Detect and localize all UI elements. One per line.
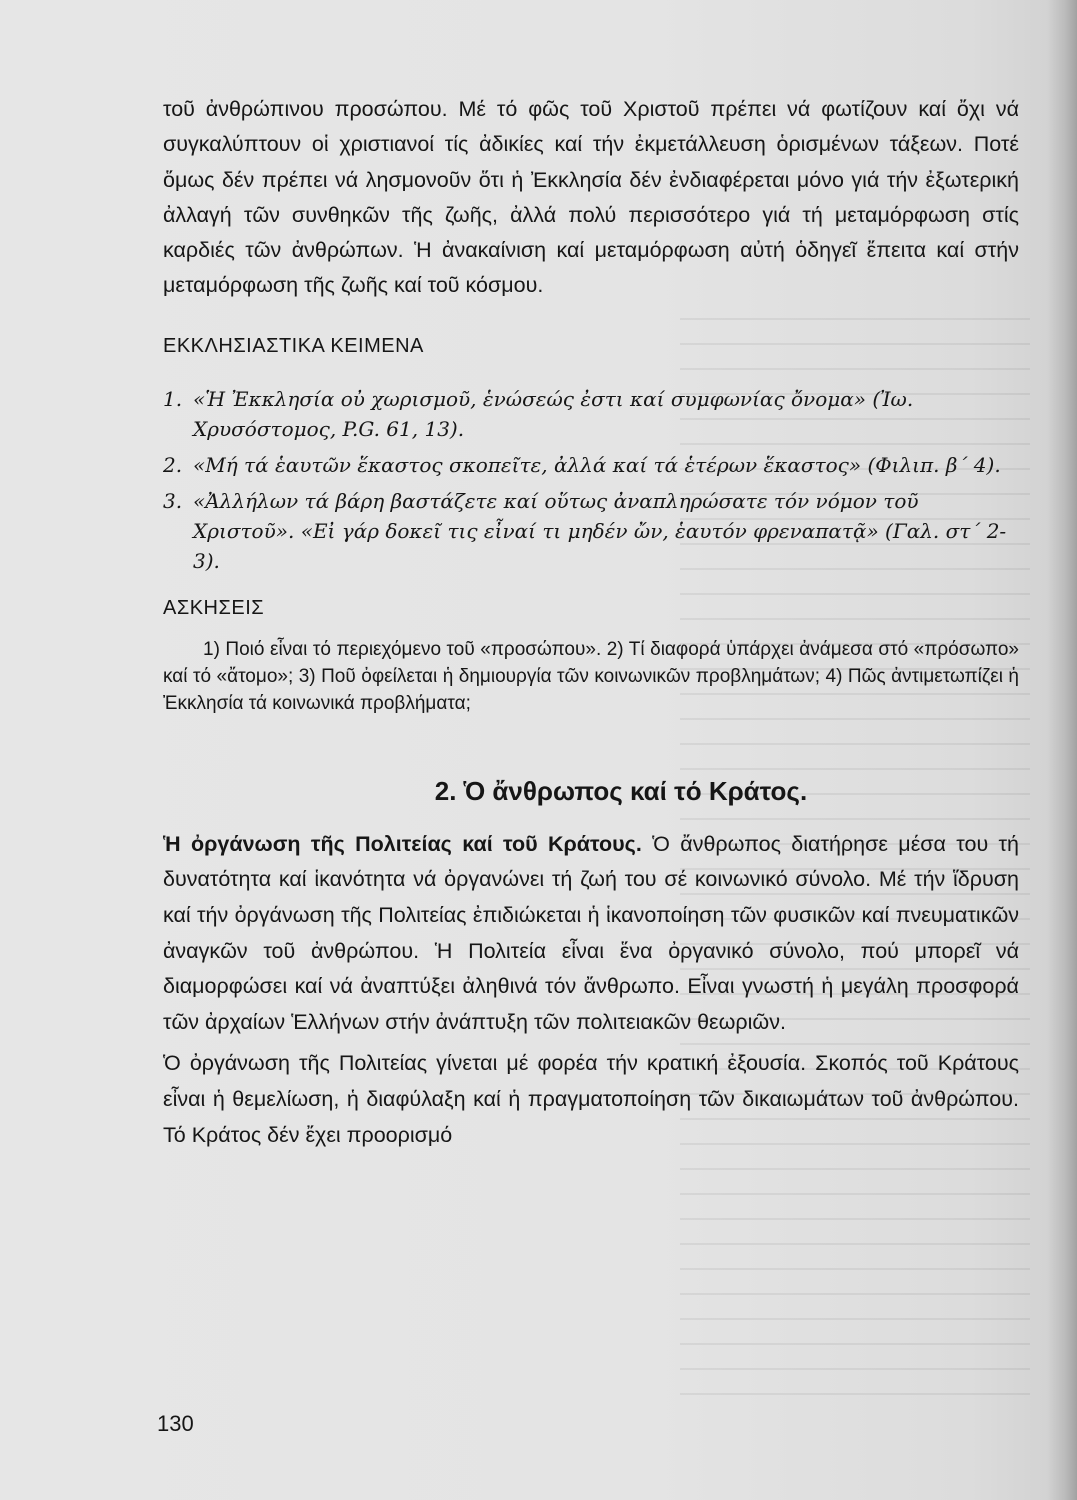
section-paragraph-1-text: Ὁ ἄνθρωπος διατήρησε μέσα του τή δυνατότητα καί ἱκανότητα νά ὀργανώνει τή ζωή του σέ κοινωνικό σύνολο. Μέ τήν ἵδρυση καί τήν ὀργάνωση τῆς Πολιτείας ἐπιδιώκεται ἡ ἱκανοποίηση τῶν φυσικῶν καί πνευματικῶν ἀναγκῶν τοῦ ἀνθρώπου. Ἡ Πολιτεία εἶναι ἕνα ὀργανικό σύνολο, πού μπορεῖ νά διαμορφώσει καί νά ἀναπτύξει ἀληθινά τόν ἄνθρωπο. Εἶναι γνωστή ἡ μεγάλη προσφορά τῶν ἀρχαίων Ἑλλήνων στήν ἀνάπτυξη τῶν πολιτειακῶν θεωριῶν. bbox=[163, 831, 1019, 1034]
quote-text: «Ἀλλήλων τά βάρη βαστάζετε καί οὕτως ἀναπληρώσατε τόν νόμον τοῦ Χριστοῦ». «Εἰ γάρ δοκεῖ τις εἶναί τι μηδέν ὤν, ἑαυτόν φρεναπατᾷ» (Γαλ. στ΄ 2-3). bbox=[193, 488, 1007, 573]
quote-text: «Ἡ Ἐκκλησία οὐ χωρισμοῦ, ἑνώσεώς ἐστι καί συμφωνίας ὄνομα» (Ἰω. Χρυσόστομος, P.G. 61, 13). bbox=[193, 386, 914, 441]
section-lead: Ἡ ὀργάνωση τῆς Πολιτείας καί τοῦ Κράτους. bbox=[163, 831, 642, 856]
page-content bbox=[163, 92, 1019, 1159]
quote-item bbox=[163, 486, 1019, 576]
quote-text: «Μή τά ἑαυτῶν ἕκαστος σκοπεῖτε, ἀλλά καί τά ἑτέρων ἕκαστος» (Φιλιπ. β΄ 4). bbox=[193, 452, 1001, 477]
quote-number: 1. bbox=[163, 386, 183, 411]
quote-number: 2. bbox=[163, 452, 183, 477]
page-number: 130 bbox=[157, 1411, 194, 1436]
section-paragraph-2: Ὁ ὀργάνωση τῆς Πολιτείας γίνεται μέ φορέα τήν κρατική ἐξουσία. Σκοπός τοῦ Κράτους εἶναι ἡ θεμελίωση, ἡ διαφύλαξη καί ἡ πραγματοποίηση τῶν δικαιωμάτων τοῦ ἀνθρώπου. Τό Κράτος δέν ἔχει προορισμό bbox=[163, 1051, 1019, 1147]
exercises-text: 1) Ποιό εἶναι τό περιεχόμενο τοῦ «προσώπου». 2) Τί διαφορά ὑπάρχει ἀνάμεσα στό «πρόσωπο» καί τό «ἄτομο»; 3) Ποῦ ὀφείλεται ἡ δημιουργία τῶν κοινωνικῶν προβλημάτων; 4) Πῶς ἀντιμετωπίζει ἡ Ἐκκλησία τά κοινωνικά προβλήματα; bbox=[163, 638, 1019, 714]
chapter-title: 2. Ὁ ἄνθρωπος καί τό Κράτος. bbox=[434, 775, 808, 806]
page-edge-shadow bbox=[1047, 0, 1077, 1500]
quote-number: 3. bbox=[163, 488, 183, 513]
quote-item bbox=[163, 450, 1019, 480]
exercises-heading: ΑΣΚΗΣΕΙΣ bbox=[163, 596, 265, 619]
quotes-list bbox=[163, 384, 1019, 576]
quote-item bbox=[163, 384, 1019, 444]
texts-heading: ΕΚΚΛΗΣΙΑΣΤΙΚΑ ΚΕΙΜΕΝΑ bbox=[163, 334, 424, 357]
opening-paragraph: τοῦ ἀνθρώπινου προσώπου. Μέ τό φῶς τοῦ Χριστοῦ πρέπει νά φωτίζουν καί ὄχι νά συγκαλύπτουν οἱ χριστιανοί τίς ἀδικίες καί τήν ἐκμετάλλευση ὁρισμένων τάξεων. Ποτέ ὅμως δέν πρέπει νά λησμονοῦν ὅτι ἡ Ἐκκλησία δέν ἐνδιαφέρεται μόνο γιά τήν ἐξωτερική ἀλλαγή τῶν συνθηκῶν τῆς ζωῆς, ἀλλά πολύ περισσότερο γιά τή μεταμόρφωση στίς καρδιές τῶν ἀνθρώπων. Ἡ ἀνακαίνιση καί μεταμόρφωση αὐτή ὁδηγεῖ ἔπειτα καί στήν μεταμόρφωση τῆς ζωῆς καί τοῦ κόσμου. bbox=[163, 97, 1019, 298]
section-paragraph-1 bbox=[163, 827, 1019, 1041]
